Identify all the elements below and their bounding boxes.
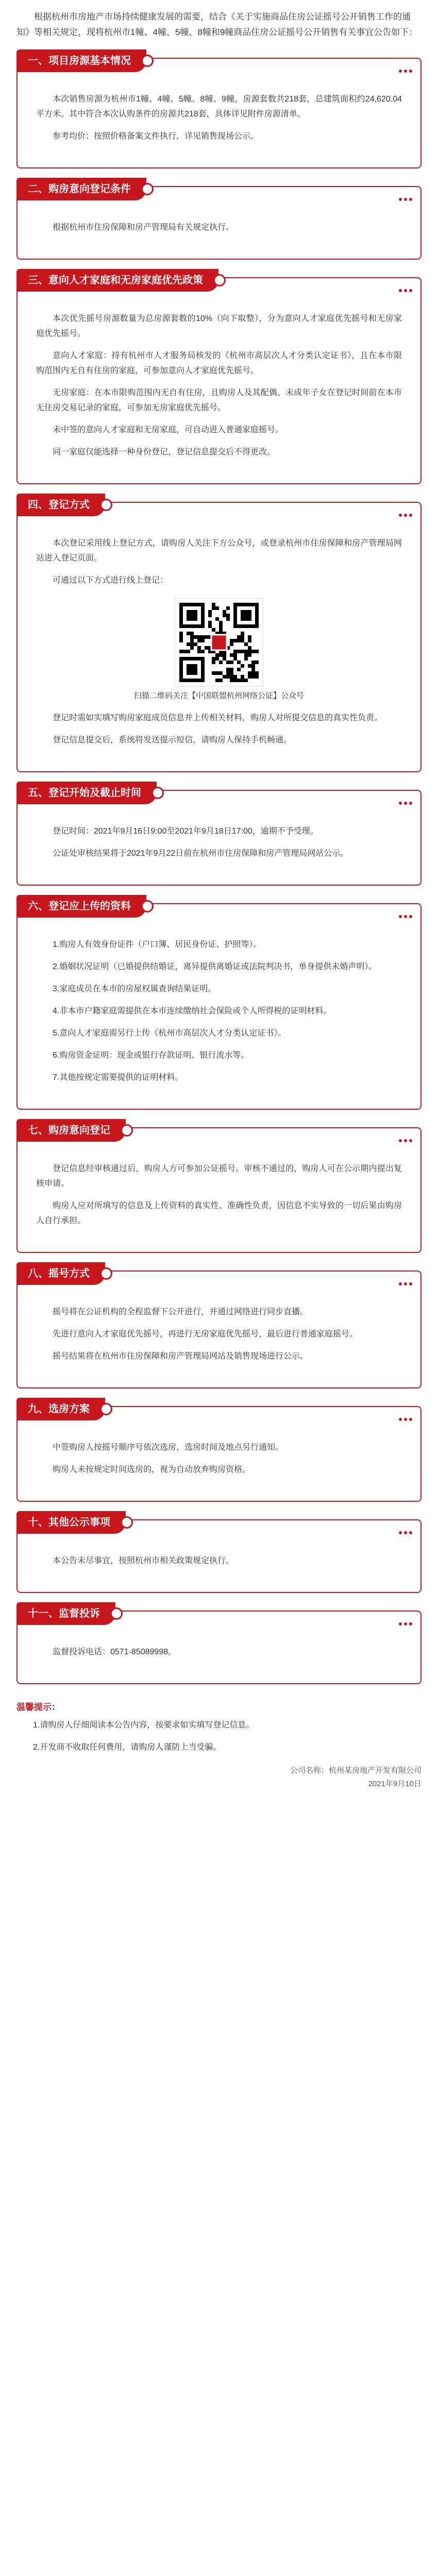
- section-title: 六、登记应上传的资料: [16, 895, 146, 918]
- section-paragraph: 7.其他按规定需要提供的证明材料。: [53, 1073, 183, 1082]
- decorative-dots-icon: [397, 194, 412, 204]
- intro-paragraph: 根据杭州市房地产市场持续健康发展的需要，结合《关于实施商品住房公证摇号公开销售工作的通知》等相关规定，现将杭州市1幢、4幢、5幢、8幢和9幢商品住房公证摇号公开销售有关事宜公告如下：: [16, 12, 418, 37]
- section-10: [16, 1519, 422, 1593]
- section-11: [16, 1608, 422, 1684]
- section-1: [16, 55, 422, 168]
- section-title: 八、摇号方式: [16, 1262, 105, 1285]
- section-paragraph: 本次登记采用线上登记方式，请购房人关注下方公众号，或登录杭州市住房保障和房产管理局网站进入登记页面。: [36, 539, 402, 563]
- footer-date: 2021年9月10日: [368, 1780, 422, 1788]
- footer: [16, 1764, 422, 1791]
- section-paragraph: 6.购房资金证明：现金或银行存款证明、银行流水等。: [53, 1051, 249, 1060]
- decorative-dots-icon: [397, 911, 412, 921]
- section-title: 三、意向人才家庭和无房家庭优先政策: [16, 269, 218, 292]
- section-8: [16, 1270, 422, 1388]
- section-title: 十一、监督投诉: [16, 1602, 115, 1625]
- section-paragraph: 本次优先摇号房源数量为总房源套数的10%（向下取整），分为意向人才家庭优先摇号和无房家庭优先摇号。: [36, 314, 402, 338]
- qr-caption: 扫描二维码关注【中国联盟杭州网络公证】公众号: [133, 691, 304, 700]
- section-9: [16, 1403, 422, 1502]
- note-item-2: 2.开发商不收取任何费用，请购房人谨防上当受骗。: [33, 1743, 222, 1752]
- section-title: 五、登记开始及截止时间: [16, 782, 157, 804]
- section-paragraph: 可通过以下方式进行线上登记：: [53, 576, 169, 585]
- section-3: [16, 277, 422, 484]
- section-paragraph: 登记时间：2021年9月16日9:00至2021年9月18日17:00，逾期不予受理。: [53, 827, 318, 836]
- section-paragraph: 1.购房人有效身份证件（户口簿、居民身份证、护照等）。: [53, 940, 262, 949]
- decorative-dots-icon: [397, 1528, 412, 1537]
- section-paragraph: 意向人才家庭：持有杭州市人才服务局核发的《杭州市高层次人才分类认定证书》，且在本市限购范围内无自有住房的家庭，可参加意向人才家庭优先摇号。: [36, 351, 402, 375]
- decorative-dots-icon: [397, 510, 412, 519]
- section-title: 一、项目房源基本情况: [16, 49, 146, 72]
- section-paragraph: 同一家庭仅能选择一种身份登记，登记信息提交后不得更改。: [53, 448, 276, 456]
- decorative-dots-icon: [397, 1619, 412, 1628]
- decorative-dots-icon: [397, 1279, 412, 1288]
- section-paragraph: 无房家庭：在本市限购范围内无自有住房，且购房人及其配偶、未成年子女在登记时间前在本市无住房交易记录的家庭，可参加无房家庭优先摇号。: [36, 388, 402, 412]
- section-paragraph: 中签购房人按摇号顺序号依次选房，选房时间及地点另行通知。: [53, 1443, 284, 1452]
- notes-block: [16, 1700, 422, 1755]
- section-paragraph: 本次销售房源为杭州市1幢、4幢、5幢、8幢、9幢，房源套数共218套，总建筑面积约24,620.04平方米。其中符合本次认购条件的房源共218套，具体详见附件房源清单。: [36, 95, 402, 118]
- section-paragraph: 登记信息提交后，系统将发送提示短信，请购房人保持手机畅通。: [53, 736, 292, 744]
- section-paragraph: 购房人应对所填写的信息及上传资料的真实性、准确性负责，因信息不实导致的一切后果由购房人自行承担。: [36, 1201, 402, 1225]
- section-paragraph: 先进行意向人才家庭优先摇号，再进行无房家庭优先摇号，最后进行普通家庭摇号。: [53, 1330, 358, 1338]
- section-4: [16, 499, 422, 772]
- section-paragraph: 2.婚姻状况证明（已婚提供结婚证，离异提供离婚证或法院判决书，单身提供未婚声明）。: [53, 962, 377, 971]
- note-item-1: 1.请购房人仔细阅读本公告内容，按要求如实填写登记信息。: [33, 1721, 255, 1730]
- section-paragraph: 5.意向人才家庭需另行上传《杭州市高层次人才分类认定证书》。: [53, 1029, 287, 1038]
- section-paragraph: 公证处审核结果将于2021年9月22日前在杭州市住房保障和房产管理局网站公示。: [53, 849, 349, 858]
- section-paragraph: 本公告未尽事宜，按照杭州市相关政策规定执行。: [53, 1556, 234, 1565]
- section-paragraph: 4.非本市户籍家庭需提供在本市连续缴纳社会保险或个人所得税的证明材料。: [53, 1007, 332, 1015]
- section-paragraph: 3.家庭成员在本市的房屋权属查询结果证明。: [53, 985, 216, 993]
- section-title: 七、购房意向登记: [16, 1119, 126, 1142]
- decorative-dots-icon: [397, 285, 412, 295]
- section-paragraph: 摇号结果将在杭州市住房保障和房产管理局网站及销售现场进行公示。: [53, 1352, 309, 1361]
- qr-code-icon: [175, 598, 263, 687]
- decorative-dots-icon: [397, 798, 412, 807]
- section-title: 九、选房方案: [16, 1398, 105, 1420]
- section-2: [16, 183, 422, 260]
- section-paragraph: 参考均价：按照价格备案文件执行，详见销售现场公示。: [53, 132, 259, 141]
- section-paragraph: 根据杭州市住房保障和房产管理局有关规定执行。: [53, 223, 234, 232]
- section-paragraph: 未中签的意向人才家庭和无房家庭，可自动进入普通家庭摇号。: [53, 426, 284, 434]
- section-title: 十、其他公示事项: [16, 1511, 126, 1534]
- section-paragraph: 摇号将在公证机构的全程监督下公开进行，并通过网络进行同步直播。: [53, 1308, 309, 1316]
- decorative-dots-icon: [397, 66, 412, 75]
- section-title: 四、登记方式: [16, 494, 105, 516]
- section-title: 二、购房意向登记条件: [16, 178, 146, 200]
- notes-title: 温馨提示：: [16, 1702, 60, 1712]
- section-paragraph: 登记信息经审核通过后，购房人方可参加公证摇号。审核不通过的，购房人可在公示期内提出复核申请。: [36, 1164, 402, 1188]
- section-paragraph: 购房人未按规定时间选房的，视为自动放弃购房资格。: [53, 1465, 251, 1474]
- section-5: [16, 787, 422, 886]
- decorative-dots-icon: [397, 1414, 412, 1423]
- sections-container: [16, 55, 422, 1684]
- section-paragraph: 登记时需如实填写购房家庭成员信息并上传相关材料，购房人对所提交信息的真实性负责。: [53, 714, 383, 722]
- footer-org: 公司名称：杭州某房地产开发有限公司: [290, 1766, 422, 1775]
- qr-block: [36, 598, 402, 702]
- section-7: [16, 1127, 422, 1253]
- section-paragraph: 监督投诉电话：0571-85089998。: [53, 1648, 177, 1656]
- decorative-dots-icon: [397, 1136, 412, 1145]
- section-6: [16, 903, 422, 1110]
